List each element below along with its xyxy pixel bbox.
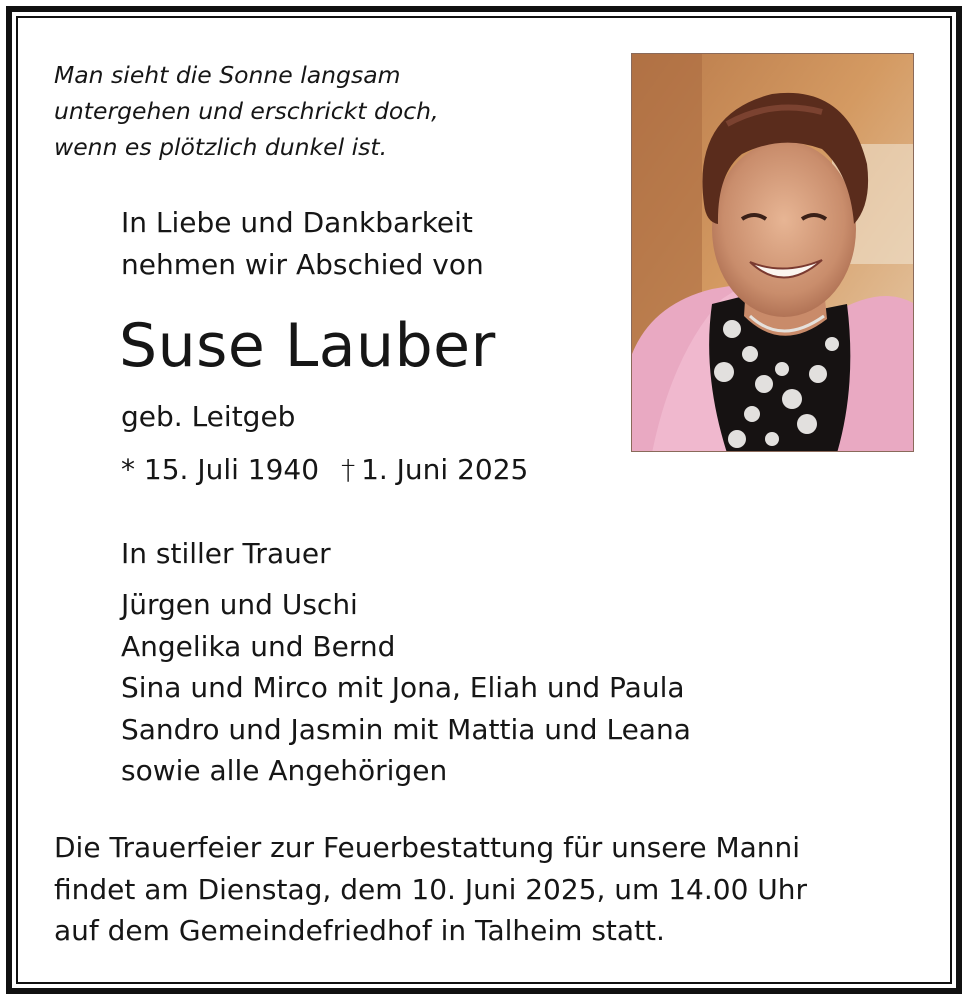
memorial-quote bbox=[54, 57, 439, 165]
service-line: Die Trauerfeier zur Feuerbestattung für unsere Manni bbox=[54, 831, 801, 864]
mourner-entry: Jürgen und Uschi bbox=[121, 588, 358, 621]
intro-line: In Liebe und Dankbarkeit bbox=[121, 206, 473, 239]
service-line: findet am Dienstag, dem 10. Juni 2025, um 14.00 Uhr bbox=[54, 872, 808, 906]
portrait-illustration bbox=[632, 54, 914, 452]
quote-line: untergehen und erschrickt doch, bbox=[54, 97, 439, 125]
mourner-entry: Sandro und Jasmin mit Mattia und Leana bbox=[121, 712, 691, 746]
farewell-intro bbox=[121, 202, 484, 286]
portrait-photo bbox=[631, 53, 914, 452]
intro-line: nehmen wir Abschied von bbox=[121, 248, 484, 281]
mourner-entry: Angelika und Bernd bbox=[121, 629, 396, 663]
cross-icon: † bbox=[341, 453, 356, 486]
birth-date: * 15. Juli 1940 bbox=[121, 453, 320, 486]
funeral-service-notice bbox=[54, 827, 807, 952]
mourner-entry: Sina und Mirco mit Jona, Eliah und Paula bbox=[121, 671, 685, 704]
deceased-name: Suse Lauber bbox=[119, 311, 496, 381]
life-dates bbox=[121, 448, 528, 492]
maiden-name: geb. Leitgeb bbox=[121, 400, 296, 433]
mourners-list bbox=[121, 584, 691, 792]
quote-line: Man sieht die Sonne langsam bbox=[54, 61, 401, 89]
death-date: 1. Juni 2025 bbox=[361, 453, 529, 486]
mourning-heading: In stiller Trauer bbox=[121, 537, 331, 570]
quote-line: wenn es plötzlich dunkel ist. bbox=[54, 133, 388, 161]
service-line: auf dem Gemeindefriedhof in Talheim statt. bbox=[54, 914, 665, 947]
mourner-entry: sowie alle Angehörigen bbox=[121, 754, 448, 787]
